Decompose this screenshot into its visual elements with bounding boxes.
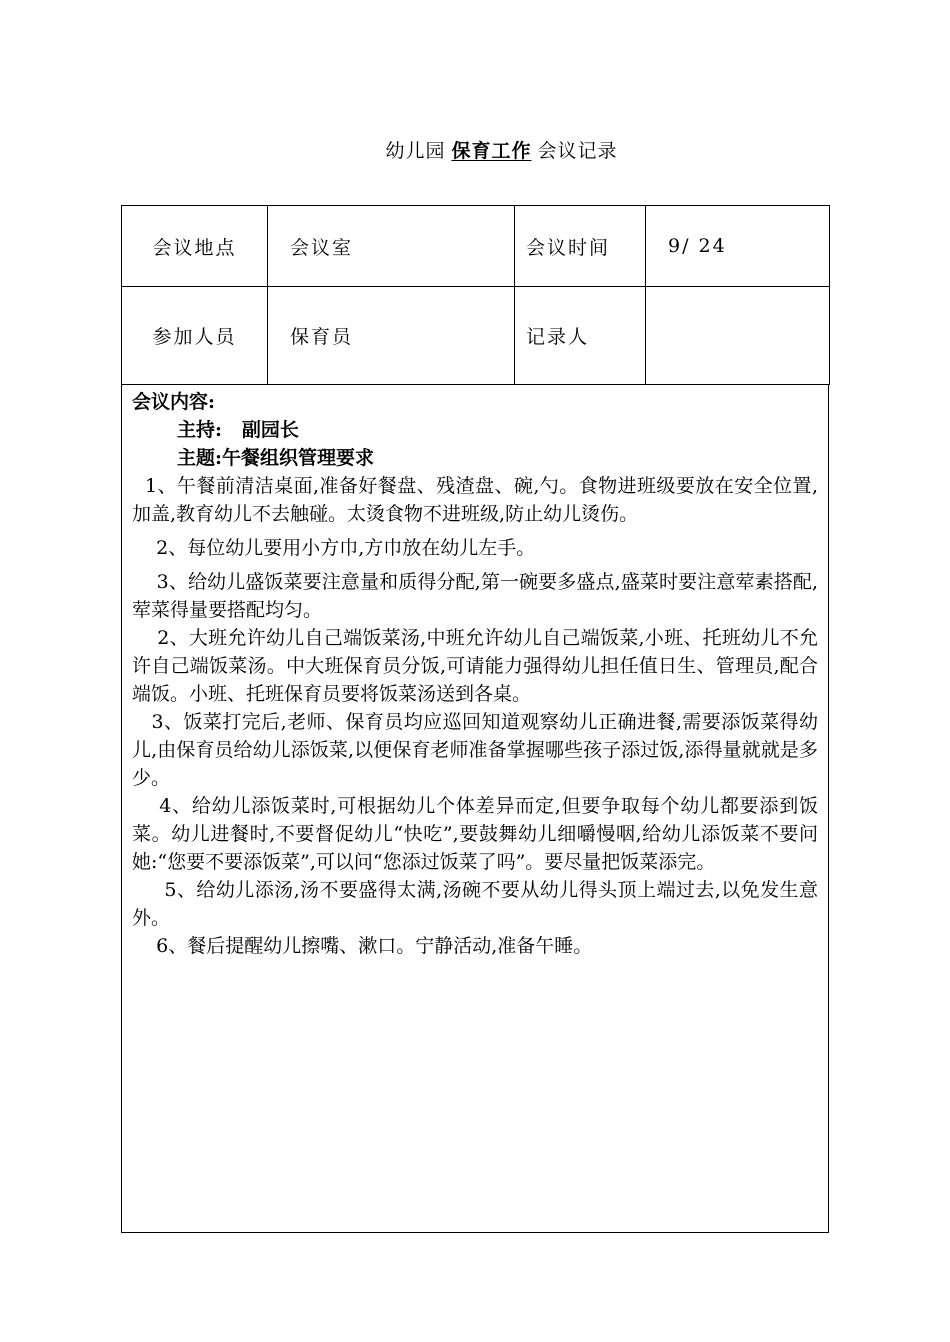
title-prefix: 幼儿园 xyxy=(385,140,446,162)
content-paragraph: 6、餐后提醒幼儿擦嘴、漱口。宁静活动,准备午睡。 xyxy=(132,935,593,957)
title-filled-blank: 保育工作 xyxy=(451,140,532,162)
content-paragraph: 4、给幼儿添饭菜时,可根据幼儿个体差异而定,但要争取每个幼儿都要添到饭菜。幼儿进餐时,不要督促幼儿“快吃”,要鼓舞幼儿细嚼慢咽,给幼儿添饭菜不要问她:“您要不要添饭菜”,可以问“您添过饭菜了吗”。要尽量把饭菜添完。 xyxy=(132,795,818,873)
content-paragraph: 3、饭菜打完后,老师、保育员均应巡回知道观察幼儿正确进餐,需要添饭菜得幼儿,由保育员给幼儿添饭菜,以便保育老师准备掌握哪些孩子添过饭,添得量就就是多少。 xyxy=(132,711,818,789)
document-title xyxy=(0,136,950,163)
time-value: 9/ 24 xyxy=(646,206,830,287)
recorder-label: 记录人 xyxy=(515,287,646,385)
info-row-attendees-recorder xyxy=(122,287,830,385)
meeting-info-table xyxy=(121,205,830,385)
info-row-place-time xyxy=(122,206,830,287)
content-paragraph: 1、午餐前清洁桌面,准备好餐盘、残渣盘、碗,勺。食物进班级要放在安全位置,加盖,教育幼儿不去触碰。太烫食物不进班级,防止幼儿烫伤。 xyxy=(132,475,818,525)
place-value: 会议室 xyxy=(268,206,515,287)
time-label: 会议时间 xyxy=(515,206,646,287)
content-paragraph: 2、大班允许幼儿自己端饭菜汤,中班允许幼儿自己端饭菜,小班、托班幼儿不允许自己端饭菜汤。中大班保育员分饭,可请能力强得幼儿担任值日生、管理员,配合端饭。小班、托班保育员要将饭菜汤送到各桌。 xyxy=(132,627,818,705)
meeting-host: 主持: 副园长 xyxy=(177,419,299,441)
recorder-value xyxy=(646,287,830,385)
content-heading: 会议内容: xyxy=(132,391,216,413)
attendees-value: 保育员 xyxy=(268,287,515,385)
content-paragraph: 3、给幼儿盛饭菜要注意量和质得分配,第一碗要多盛点,盛菜时要注意荤素搭配,荤菜得量要搭配均匀。 xyxy=(132,571,818,621)
meeting-content-box xyxy=(121,384,829,1233)
attendees-label: 参加人员 xyxy=(122,287,268,385)
place-label: 会议地点 xyxy=(122,206,268,287)
title-suffix: 会议记录 xyxy=(537,140,618,162)
meeting-topic: 主题:午餐组织管理要求 xyxy=(177,447,375,469)
content-paragraph: 2、每位幼儿要用小方巾,方巾放在幼儿左手。 xyxy=(132,537,536,559)
content-paragraph: 5、给幼儿添汤,汤不要盛得太满,汤碗不要从幼儿得头顶上端过去,以免发生意外。 xyxy=(132,879,818,929)
